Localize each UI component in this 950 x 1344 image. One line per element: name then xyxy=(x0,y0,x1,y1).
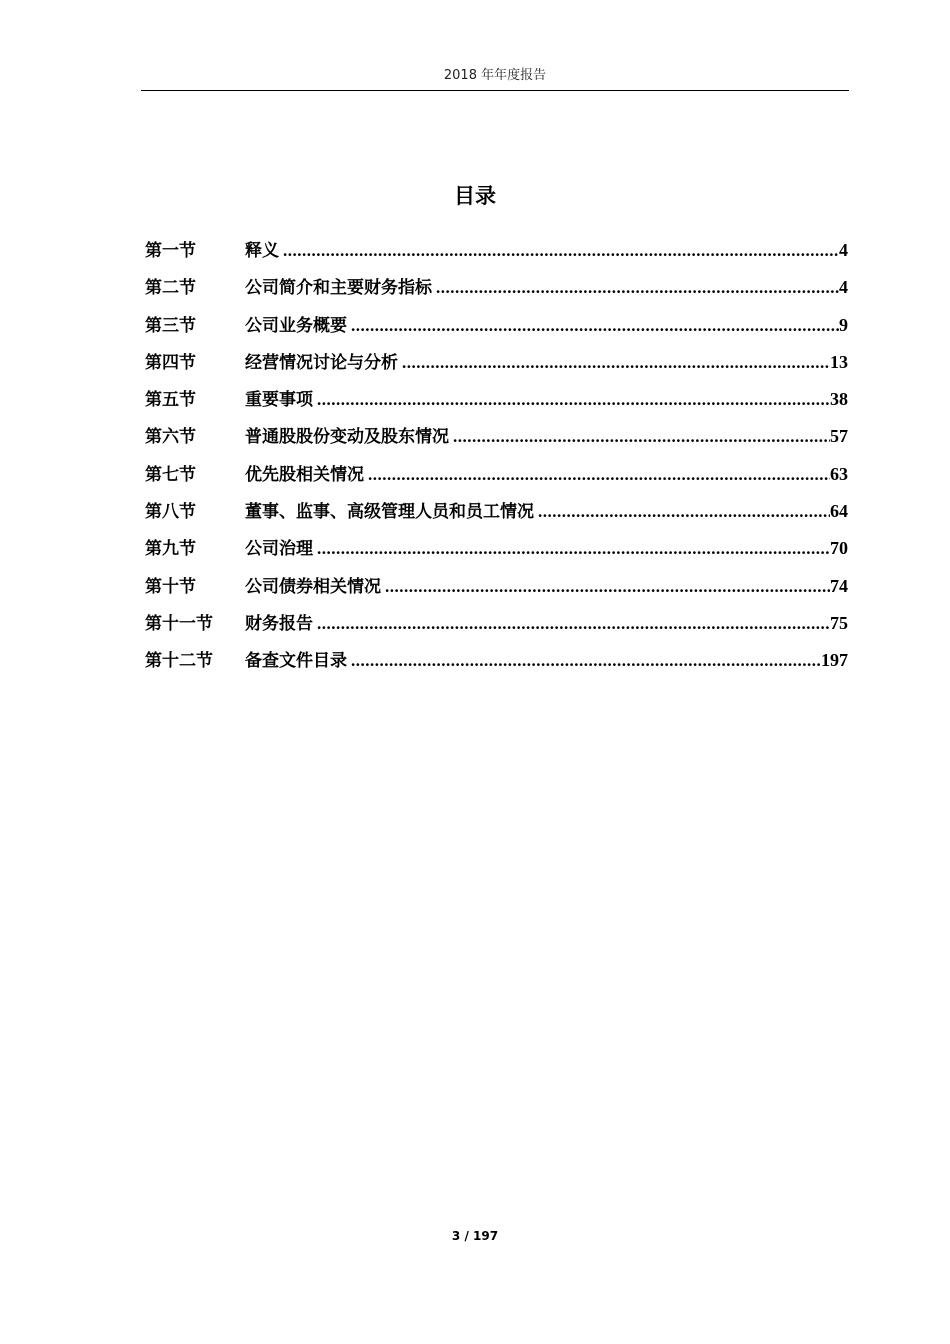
toc-entry[interactable] xyxy=(145,422,848,459)
toc-page-number: 9 xyxy=(839,314,848,335)
table-of-contents xyxy=(145,236,848,684)
toc-page-number: 38 xyxy=(830,389,848,410)
toc-leader-dots xyxy=(402,353,830,373)
page-header: 2018 年年度报告 xyxy=(141,66,849,91)
toc-section-label: 重要事项 xyxy=(245,390,313,411)
toc-entry[interactable] xyxy=(145,273,848,310)
toc-section-label: 公司治理 xyxy=(245,539,313,560)
toc-leader-dots xyxy=(385,577,830,597)
toc-page-number: 4 xyxy=(839,277,848,298)
toc-section-number: 第十节 xyxy=(145,576,196,597)
toc-section-label: 公司简介和主要财务指标 xyxy=(245,278,432,299)
toc-leader-dots xyxy=(436,278,839,298)
toc-leader-dots xyxy=(351,316,839,336)
toc-section-number: 第六节 xyxy=(145,427,196,448)
toc-section-label: 董事、监事、高级管理人员和员工情况 xyxy=(245,502,534,523)
toc-page-number: 70 xyxy=(830,538,848,559)
toc-page-number: 197 xyxy=(821,650,848,671)
toc-entry[interactable] xyxy=(145,609,848,646)
toc-section-label: 备查文件目录 xyxy=(245,651,347,672)
page-footer: 3 / 197 xyxy=(451,1229,499,1243)
toc-leader-dots xyxy=(368,465,830,485)
toc-section-number: 第九节 xyxy=(145,539,196,560)
toc-page-number: 13 xyxy=(830,351,848,372)
toc-section-number: 第四节 xyxy=(145,352,196,373)
toc-entry[interactable] xyxy=(145,385,848,422)
toc-section-number: 第十二节 xyxy=(145,651,213,672)
toc-leader-dots xyxy=(317,390,830,410)
toc-section-label: 公司业务概要 xyxy=(245,315,347,336)
toc-section-label: 释义 xyxy=(245,241,279,261)
toc-leader-dots xyxy=(283,241,839,261)
toc-entry[interactable] xyxy=(145,646,848,683)
toc-section-label: 经营情况讨论与分析 xyxy=(245,352,398,373)
toc-page-number: 4 xyxy=(839,240,848,260)
toc-page-number: 64 xyxy=(830,501,848,522)
toc-page-number: 57 xyxy=(830,426,848,447)
toc-section-number: 第二节 xyxy=(145,278,196,299)
toc-leader-dots xyxy=(351,651,821,671)
toc-title: 目录 xyxy=(454,184,496,208)
toc-entry[interactable] xyxy=(145,311,848,348)
toc-entry[interactable] xyxy=(145,236,848,273)
toc-section-number: 第八节 xyxy=(145,502,196,523)
toc-section-label: 财务报告 xyxy=(245,613,313,634)
toc-section-label: 公司债券相关情况 xyxy=(245,576,381,597)
toc-entry[interactable] xyxy=(145,534,848,571)
toc-section-number: 第七节 xyxy=(145,464,196,485)
toc-section-number: 第五节 xyxy=(145,390,196,411)
toc-page-number: 74 xyxy=(830,575,848,596)
toc-section-number: 第十一节 xyxy=(145,613,213,634)
toc-entry[interactable] xyxy=(145,497,848,534)
toc-section-label: 普通股股份变动及股东情况 xyxy=(245,427,449,448)
toc-leader-dots xyxy=(317,614,830,634)
toc-section-number: 第三节 xyxy=(145,315,196,336)
toc-entry[interactable] xyxy=(145,348,848,385)
toc-page-number: 75 xyxy=(830,612,848,633)
toc-leader-dots xyxy=(453,427,830,447)
toc-leader-dots xyxy=(317,539,830,559)
toc-entry[interactable] xyxy=(145,460,848,497)
toc-section-number: 第一节 xyxy=(145,241,196,261)
toc-section-label: 优先股相关情况 xyxy=(245,464,364,485)
toc-leader-dots xyxy=(538,502,830,522)
toc-entry[interactable] xyxy=(145,572,848,609)
toc-page-number: 63 xyxy=(830,463,848,484)
